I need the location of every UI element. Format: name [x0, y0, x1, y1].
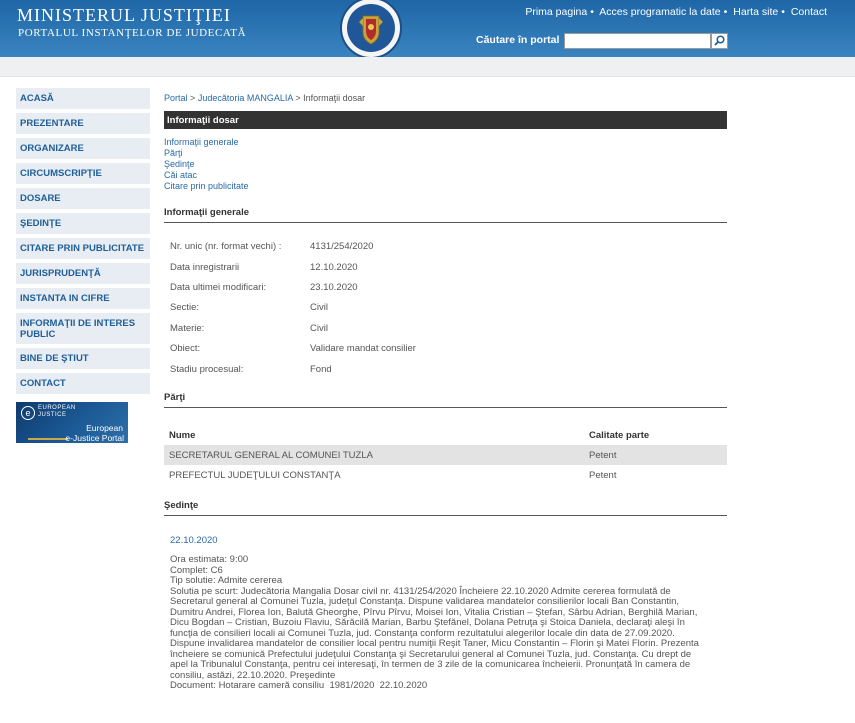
- party-name: SECRETARUL GENERAL AL COMUNEI TUZLA: [164, 445, 584, 465]
- scales-icon: [28, 424, 68, 440]
- info-value: Fond: [310, 364, 332, 375]
- top-link-api[interactable]: Acces programatic la date: [599, 6, 721, 18]
- solution-text-line: Dicu Bogdan – Cristian, Buzoiu Flaviu, Sărăcilă Marian, Barbu Ştefănel, Dolana Petruţa şi Stoica Daniela, declaraţi aleşi în: [170, 617, 685, 628]
- solution-text-line: consiliu, astăzi, 22.10.2020. Preşedinte: [170, 669, 336, 681]
- info-value: 4131/254/2020: [310, 241, 374, 252]
- search-button[interactable]: [711, 33, 728, 49]
- search-input[interactable]: [564, 33, 711, 49]
- breadcrumb-portal[interactable]: Portal: [164, 93, 188, 103]
- table-row: [164, 445, 727, 465]
- top-links: Prima pagina • Acces programatic la date • Harta site • Contact: [525, 6, 827, 18]
- ejustice-line1: European: [86, 423, 123, 433]
- party-role: Petent: [589, 469, 617, 481]
- sidebar-item-acasa[interactable]: ACASĂ: [16, 88, 150, 109]
- breadcrumb-separator: >: [190, 93, 196, 103]
- party-name: PREFECTUL JUDEŢULUI CONSTANŢA: [169, 469, 341, 481]
- anchor-parti[interactable]: Părţi: [164, 148, 183, 158]
- section-heading-info: Informaţii generale: [164, 207, 727, 223]
- section-heading-sedinte: Şedinţe: [164, 500, 727, 516]
- info-value: 12.10.2020: [310, 262, 358, 273]
- sidebar-item-dosare[interactable]: DOSARE: [16, 188, 150, 209]
- sidebar-item-organizare[interactable]: ORGANIZARE: [16, 138, 150, 159]
- info-value: Civil: [310, 302, 328, 313]
- sidebar-item-interes-public[interactable]: INFORMAŢII DE INTERES PUBLIC: [16, 313, 150, 344]
- sidebar-item-jurisprudenta[interactable]: JURISPRUDENŢĂ: [16, 263, 150, 284]
- romania-coat-of-arms-icon[interactable]: [335, 0, 407, 62]
- info-label: Data inregistrarii: [170, 262, 240, 273]
- sidebar-nav: [16, 88, 150, 398]
- solution-text-line: încheiere se comunică Prefectului judeţului Constanţa şi Secretarului general al Comunei Tuzla, jud. Constanţa. Cu drept de: [170, 648, 692, 660]
- sidebar-item-circumscriptie[interactable]: CIRCUMSCRIPŢIE: [16, 163, 150, 184]
- info-label: Sectie:: [170, 302, 200, 313]
- breadcrumb-separator: >: [295, 93, 301, 103]
- info-label: Materie:: [170, 323, 205, 334]
- solution-text-line: Solutia pe scurt: Judecătoria Mangalia Dosar civil nr. 4131/254/2020 Încheiere 22.10.2020 Admite cererea formulată de: [170, 585, 671, 597]
- anchor-citare[interactable]: Citare prin publicitate: [164, 181, 249, 191]
- top-link-home[interactable]: Prima pagina: [525, 6, 588, 18]
- hearing-details: [170, 555, 722, 692]
- solution-text-line: apel la Tribunalul Constanţa, pentru cei interesaţi, în termen de 3 zile de la comunicarea încheierii. Pronunţată în camera de: [170, 659, 691, 670]
- solution-text-line: funcţia de consilieri locali ai Comunei Tuzla, jud. Constanţa conform rezultatului alegerilor locale din data de 27.09.2020.: [170, 627, 675, 639]
- hearing-time: Ora estimata: 9:00: [170, 554, 249, 565]
- info-label: Stadiu procesual:: [170, 364, 244, 375]
- solution-text-line: Dumitru Andrei, Florea Ion, Balută Gheorghe, Pîrvu Pîrvu, Moisei Ion, Vitalia Cristian – Ştefan, Sârbu Adrian, Berghilă Marian,: [170, 606, 698, 618]
- sidebar-item-bine-de-stiut[interactable]: BINE DE ŞTIUT: [16, 348, 150, 369]
- table-row: [164, 465, 727, 485]
- sidebar-item-citare[interactable]: CITARE PRIN PUBLICITATE: [16, 238, 150, 259]
- info-value: Civil: [310, 323, 328, 334]
- info-value: 23.10.2020: [310, 282, 358, 293]
- anchor-cai-atac[interactable]: Căi atac: [164, 170, 198, 180]
- breadcrumb: [164, 93, 365, 103]
- section-heading-parti: Părţi: [164, 392, 727, 408]
- ejustice-logo-icon: e: [21, 406, 35, 420]
- breadcrumb-current: Informaţii dosar: [303, 93, 366, 103]
- top-link-sitemap[interactable]: Harta site: [733, 6, 779, 18]
- site-title[interactable]: MINISTERUL JUSTIŢIEI: [17, 5, 231, 25]
- solution-text-line: Dispune invalidarea mandatelor de consilier local pentru numiţii Reşit Taner, Micu Constantin – Florin şi Matei Florin. Prezenta: [170, 638, 699, 649]
- sidebar-item-instanta-cifre[interactable]: INSTANTA IN CIFRE: [16, 288, 150, 309]
- site-header: [0, 0, 855, 57]
- sidebar-item-sedinte[interactable]: ŞEDINŢE: [16, 213, 150, 234]
- column-header-nume: Nume: [169, 430, 196, 441]
- ejustice-line2: e-Justice Portal: [65, 433, 124, 443]
- party-role: Petent: [584, 445, 727, 465]
- hearing-date: 22.10.2020: [170, 535, 218, 546]
- breadcrumb-court[interactable]: Judecătoria MANGALIA: [197, 93, 293, 103]
- hearing-panel: Complet: C6: [170, 564, 223, 576]
- anchor-links: [164, 137, 249, 192]
- sidebar-item-contact[interactable]: CONTACT: [16, 373, 150, 394]
- header-strip: [0, 57, 855, 77]
- ejustice-logo-text-1: EUROPEAN: [38, 405, 76, 411]
- info-value: Validare mandat consilier: [310, 343, 416, 354]
- solution-text-line: Secretarul general al Comunei Tuzla, judeţul Constanţa. Dispune validarea mandatelor consilierilor locali Ban Constantin,: [170, 596, 680, 607]
- ejustice-banner[interactable]: [16, 402, 128, 443]
- info-label: Nr. unic (nr. format vechi) :: [170, 241, 282, 252]
- ejustice-logo-text-2: JUSTICE: [38, 412, 67, 418]
- solution-type: Tip solutie: Admite cererea: [170, 575, 283, 586]
- search-label: Căutare în portal: [476, 34, 560, 46]
- top-link-contact[interactable]: Contact: [790, 6, 827, 18]
- page-title: Informaţii dosar: [164, 111, 727, 129]
- anchor-info-generale[interactable]: Informaţii generale: [164, 137, 239, 147]
- parti-table: [164, 426, 727, 485]
- site-subtitle[interactable]: PORTALUL INSTANŢELOR DE JUDECATĂ: [18, 27, 247, 39]
- info-label: Obiect:: [170, 343, 201, 354]
- sidebar-item-prezentare[interactable]: PREZENTARE: [16, 113, 150, 134]
- info-label: Data ultimei modificari:: [170, 282, 267, 293]
- table-header-row: [164, 426, 727, 445]
- column-header-calitate: Calitate parte: [589, 430, 650, 441]
- anchor-sedinte[interactable]: Şedinţe: [164, 159, 195, 169]
- hearing-document: Document: Hotarare cameră consiliu 1981/2020 22.10.2020: [170, 680, 428, 691]
- search-icon: [712, 34, 727, 48]
